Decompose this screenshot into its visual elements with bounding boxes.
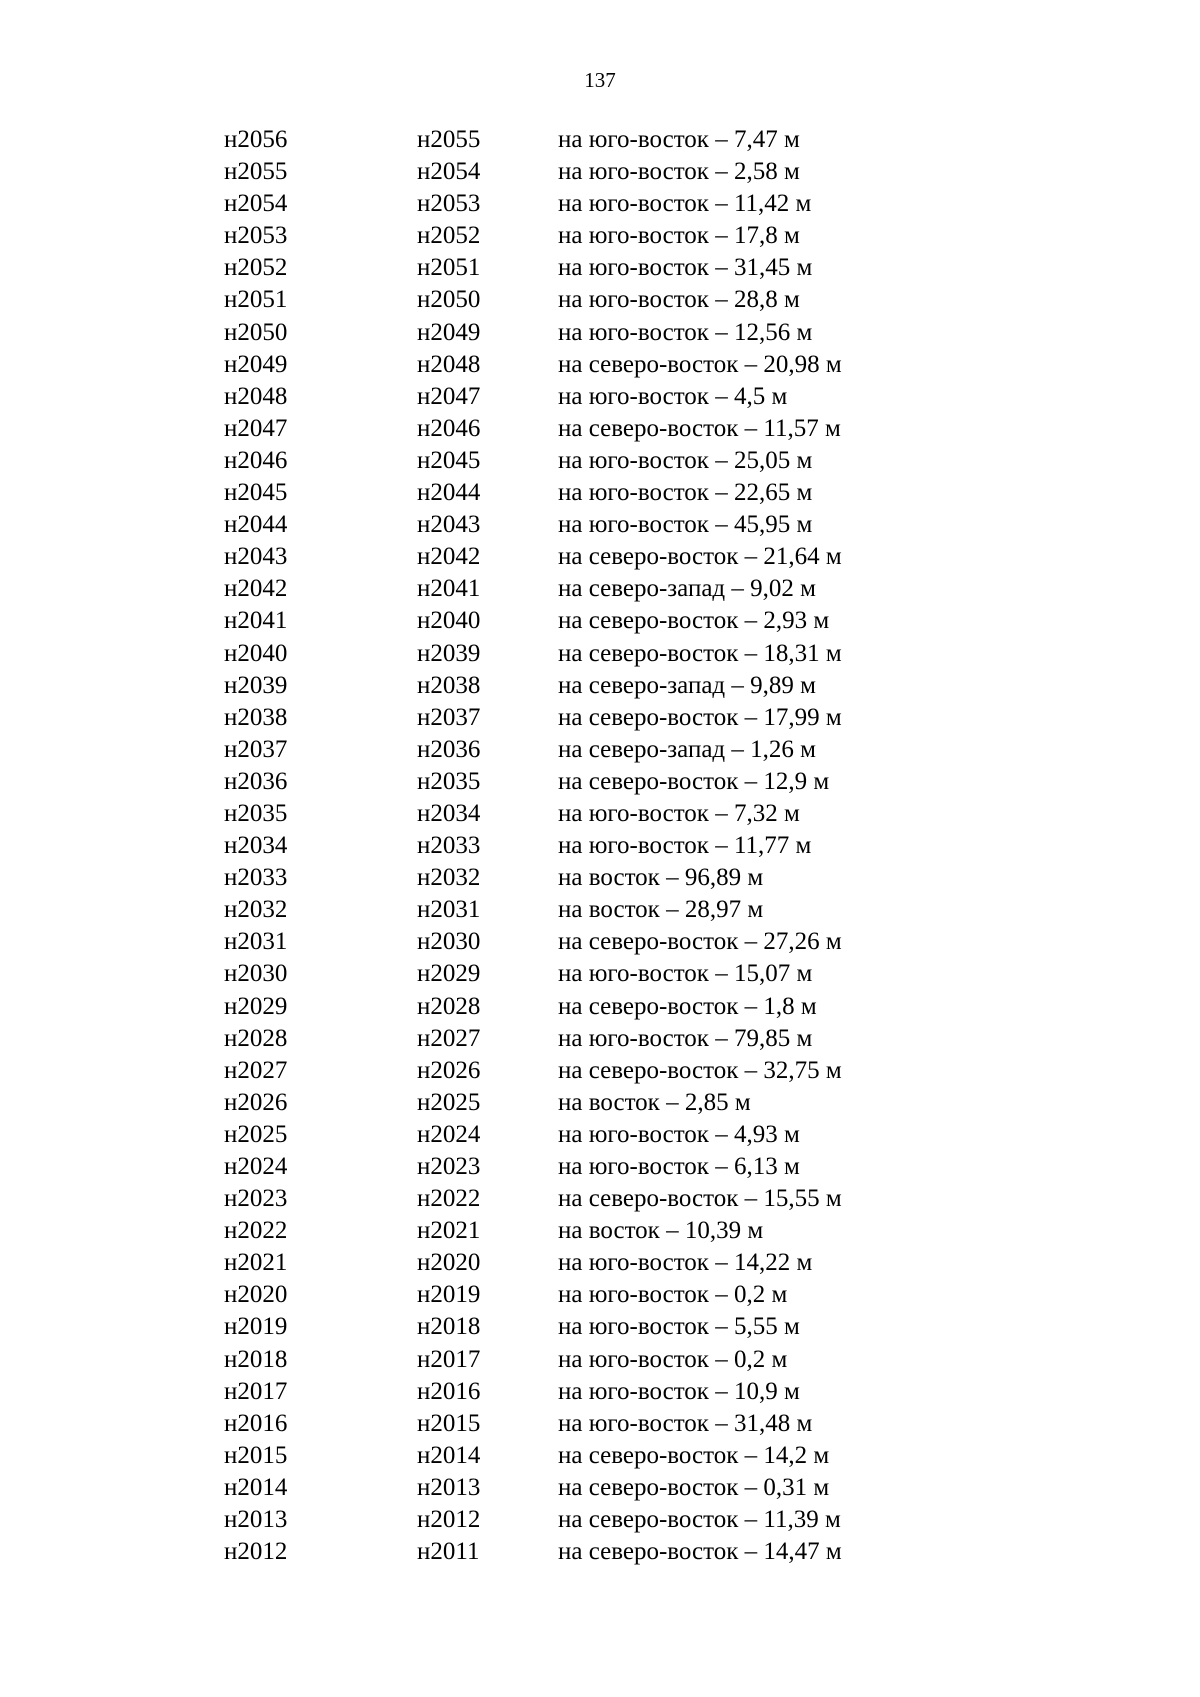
segment-description: на северо-запад – 9,02 м	[558, 575, 816, 603]
to-point: н2052	[417, 222, 481, 250]
segment-description: на юго-восток – 25,05 м	[558, 446, 813, 474]
table-row	[0, 926, 1200, 958]
from-point: н2046	[224, 446, 288, 474]
from-point: н2015	[224, 1441, 288, 1469]
table-row	[0, 638, 1200, 670]
to-point: н2050	[417, 286, 481, 314]
from-point: н2029	[224, 992, 288, 1020]
to-point: н2035	[417, 767, 481, 795]
to-point: н2043	[417, 511, 481, 539]
segment-description: на юго-восток – 45,95 м	[558, 511, 813, 539]
to-point: н2025	[417, 1088, 481, 1116]
from-point: н2056	[224, 126, 288, 153]
from-point: н2031	[224, 928, 288, 956]
to-point: н2045	[417, 446, 481, 474]
from-point: н2051	[224, 286, 288, 314]
to-point: н2013	[417, 1473, 481, 1501]
from-point: н2023	[224, 1185, 288, 1213]
segment-description: на юго-восток – 7,32 м	[558, 799, 800, 827]
from-point: н2044	[224, 511, 288, 539]
from-point: н2055	[224, 158, 288, 186]
to-point: н2053	[417, 190, 481, 218]
segment-description: на северо-восток – 17,99 м	[558, 703, 842, 731]
segment-description: на юго-восток – 79,85 м	[558, 1024, 813, 1052]
table-row	[0, 670, 1200, 702]
segment-description: на юго-восток – 0,2 м	[558, 1345, 788, 1373]
page-number: 137	[584, 68, 616, 92]
to-point: н2011	[417, 1538, 480, 1566]
table-row	[0, 958, 1200, 990]
to-point: н2042	[417, 543, 481, 571]
table-row	[0, 1504, 1200, 1536]
segment-description: на северо-восток – 21,64 м	[558, 543, 842, 571]
from-point: н2038	[224, 703, 288, 731]
segment-description: на юго-восток – 6,13 м	[558, 1153, 800, 1180]
table-row	[0, 991, 1200, 1023]
segment-description: на северо-восток – 0,31 м	[558, 1473, 830, 1501]
segment-description: на северо-запад – 9,89 м	[558, 671, 816, 699]
to-point: н2019	[417, 1281, 481, 1309]
segment-description: на северо-восток – 20,98 м	[558, 350, 842, 378]
to-point: н2022	[417, 1185, 481, 1213]
segment-description: на восток – 10,39 м	[558, 1217, 764, 1245]
to-point: н2030	[417, 928, 481, 956]
to-point: н2033	[417, 832, 481, 860]
segment-description: на юго-восток – 17,8 м	[558, 222, 800, 250]
segment-description: на юго-восток – 0,2 м	[558, 1281, 788, 1309]
table-row	[0, 1376, 1200, 1408]
segment-description: на юго-восток – 2,58 м	[558, 158, 800, 186]
table-row	[0, 1536, 1200, 1568]
from-point: н2041	[224, 607, 288, 635]
segment-description: на юго-восток – 11,42 м	[558, 190, 812, 218]
table-row	[0, 1183, 1200, 1215]
from-point: н2030	[224, 960, 288, 988]
table-row	[0, 830, 1200, 862]
table-row	[0, 1023, 1200, 1055]
to-point: н2041	[417, 575, 481, 603]
to-point: н2047	[417, 382, 481, 410]
segment-description: на восток – 28,97 м	[558, 896, 764, 924]
segment-description: на юго-восток – 4,93 м	[558, 1120, 800, 1148]
from-point: н2026	[224, 1088, 288, 1116]
table-row	[0, 541, 1200, 573]
segment-description: на северо-восток – 11,57 м	[558, 414, 841, 442]
segment-description: на северо-восток – 14,2 м	[558, 1441, 830, 1469]
from-point: н2054	[224, 190, 288, 218]
table-row	[0, 605, 1200, 637]
segment-description: на юго-восток – 15,07 м	[558, 960, 813, 988]
to-point: н2055	[417, 126, 481, 153]
table-row	[0, 1472, 1200, 1504]
from-point: н2017	[224, 1377, 288, 1405]
table-row	[0, 188, 1200, 220]
to-point: н2032	[417, 864, 481, 892]
segment-description: на юго-восток – 10,9 м	[558, 1377, 800, 1405]
segment-description: на юго-восток – 14,22 м	[558, 1249, 813, 1277]
segment-description: на юго-восток – 4,5 м	[558, 382, 788, 410]
segment-description: на северо-восток – 14,47 м	[558, 1538, 842, 1566]
from-point: н2042	[224, 575, 288, 603]
from-point: н2052	[224, 254, 288, 282]
table-row	[0, 349, 1200, 381]
from-point: н2028	[224, 1024, 288, 1052]
segment-description: на северо-восток – 12,9 м	[558, 767, 830, 795]
table-row	[0, 1344, 1200, 1376]
to-point: н2012	[417, 1506, 481, 1534]
table-row	[0, 445, 1200, 477]
segment-description: на восток – 96,89 м	[558, 864, 764, 892]
table-row	[0, 220, 1200, 252]
from-point: н2027	[224, 1056, 288, 1084]
segment-description: на северо-восток – 2,93 м	[558, 607, 830, 635]
table-row	[0, 1151, 1200, 1183]
to-point: н2015	[417, 1409, 481, 1437]
to-point: н2017	[417, 1345, 481, 1373]
to-point: н2031	[417, 896, 481, 924]
table-row	[0, 862, 1200, 894]
from-point: н2020	[224, 1281, 288, 1309]
to-point: н2016	[417, 1377, 481, 1405]
segment-description: на юго-восток – 12,56 м	[558, 318, 813, 346]
table-row	[0, 252, 1200, 284]
to-point: н2034	[417, 799, 481, 827]
to-point: н2038	[417, 671, 481, 699]
segment-description: на северо-восток – 18,31 м	[558, 639, 842, 667]
table-row	[0, 1215, 1200, 1247]
segment-description: на юго-восток – 11,77 м	[558, 832, 812, 860]
from-point: н2012	[224, 1538, 288, 1566]
from-point: н2025	[224, 1120, 288, 1148]
table-row	[0, 766, 1200, 798]
to-point: н2051	[417, 254, 481, 282]
segment-description: на юго-восток – 28,8 м	[558, 286, 800, 314]
table-row	[0, 509, 1200, 541]
segment-description: на юго-восток – 31,48 м	[558, 1409, 813, 1437]
from-point: н2037	[224, 735, 288, 763]
table-row	[0, 1311, 1200, 1343]
from-point: н2039	[224, 671, 288, 699]
to-point: н2040	[417, 607, 481, 635]
from-point: н2034	[224, 832, 288, 860]
to-point: н2049	[417, 318, 481, 346]
segment-description: на северо-восток – 32,75 м	[558, 1056, 842, 1084]
table-row	[0, 317, 1200, 349]
to-point: н2039	[417, 639, 481, 667]
from-point: н2045	[224, 479, 288, 507]
table-row	[0, 734, 1200, 766]
table-row	[0, 798, 1200, 830]
segment-description: на северо-восток – 1,8 м	[558, 992, 817, 1020]
table-row	[0, 1247, 1200, 1279]
to-point: н2037	[417, 703, 481, 731]
segment-description: на юго-восток – 31,45 м	[558, 254, 813, 282]
from-point: н2013	[224, 1506, 288, 1534]
table-row	[0, 702, 1200, 734]
from-point: н2049	[224, 350, 288, 378]
table-row	[0, 1087, 1200, 1119]
from-point: н2053	[224, 222, 288, 250]
table-row	[0, 477, 1200, 509]
from-point: н2040	[224, 639, 288, 667]
from-point: н2048	[224, 382, 288, 410]
to-point: н2036	[417, 735, 481, 763]
to-point: н2021	[417, 1217, 481, 1245]
to-point: н2054	[417, 158, 481, 186]
table-row	[0, 124, 1200, 156]
table-row	[0, 1055, 1200, 1087]
to-point: н2048	[417, 350, 481, 378]
boundary-segment-list	[0, 124, 1200, 1568]
segment-description: на северо-восток – 27,26 м	[558, 928, 842, 956]
from-point: н2024	[224, 1153, 288, 1180]
from-point: н2019	[224, 1313, 288, 1341]
segment-description: на северо-восток – 11,39 м	[558, 1506, 841, 1534]
segment-description: на восток – 2,85 м	[558, 1088, 751, 1116]
to-point: н2044	[417, 479, 481, 507]
from-point: н2016	[224, 1409, 288, 1437]
table-row	[0, 1440, 1200, 1472]
table-row	[0, 1279, 1200, 1311]
segment-description: на юго-восток – 7,47 м	[558, 126, 800, 153]
table-row	[0, 381, 1200, 413]
to-point: н2026	[417, 1056, 481, 1084]
from-point: н2022	[224, 1217, 288, 1245]
from-point: н2021	[224, 1249, 288, 1277]
table-row	[0, 573, 1200, 605]
to-point: н2027	[417, 1024, 481, 1052]
to-point: н2023	[417, 1153, 481, 1180]
to-point: н2028	[417, 992, 481, 1020]
from-point: н2047	[224, 414, 288, 442]
from-point: н2018	[224, 1345, 288, 1373]
segment-description: на северо-запад – 1,26 м	[558, 735, 816, 763]
to-point: н2014	[417, 1441, 481, 1469]
from-point: н2014	[224, 1473, 288, 1501]
from-point: н2050	[224, 318, 288, 346]
table-row	[0, 156, 1200, 188]
segment-description: на юго-восток – 5,55 м	[558, 1313, 800, 1341]
to-point: н2018	[417, 1313, 481, 1341]
from-point: н2033	[224, 864, 288, 892]
table-row	[0, 413, 1200, 445]
segment-description: на северо-восток – 15,55 м	[558, 1185, 842, 1213]
to-point: н2029	[417, 960, 481, 988]
segment-description: на юго-восток – 22,65 м	[558, 479, 813, 507]
table-row	[0, 284, 1200, 316]
table-row	[0, 1119, 1200, 1151]
to-point: н2024	[417, 1120, 481, 1148]
from-point: н2036	[224, 767, 288, 795]
to-point: н2046	[417, 414, 481, 442]
from-point: н2032	[224, 896, 288, 924]
table-row	[0, 1408, 1200, 1440]
from-point: н2035	[224, 799, 288, 827]
to-point: н2020	[417, 1249, 481, 1277]
table-row	[0, 894, 1200, 926]
from-point: н2043	[224, 543, 288, 571]
